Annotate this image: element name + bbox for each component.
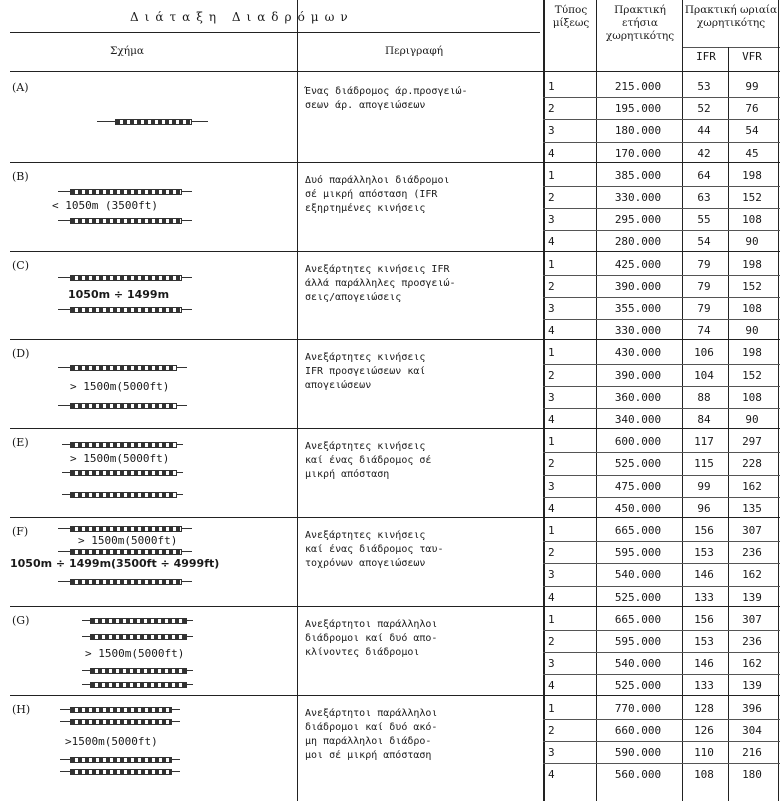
ifr-capacity-cell: 153 [694, 635, 714, 648]
mix-type-cell: 1 [548, 168, 555, 182]
configuration-description: Ανεξάρτητες κινήσεις καί ένας διάδρομος ταυ- τοχρόνων απογειώσεων [305, 530, 444, 569]
mix-type-cell: 1 [548, 524, 555, 537]
ifr-capacity-cell: 63 [697, 191, 711, 204]
annual-capacity-cell: 360.000 [614, 390, 662, 404]
ifr-capacity-cell: 146 [694, 568, 714, 582]
hourly-subheader-rule [682, 47, 780, 48]
ifr-capacity-cell: 110 [694, 746, 714, 759]
runway-layout-sketch [40, 166, 290, 255]
data-row-separator [543, 719, 780, 720]
annual-capacity-cell: 340.000 [614, 413, 662, 426]
annual-capacity-cell: 525.000 [614, 679, 662, 693]
mix-type-cell: 4 [548, 768, 555, 782]
ifr-capacity-cell: 153 [694, 546, 714, 560]
group-separator [10, 428, 780, 429]
configuration-label: (B) [12, 169, 29, 183]
mix-type-cell: 2 [548, 279, 555, 293]
data-row-separator [543, 541, 780, 542]
runway-strip [70, 526, 182, 532]
configuration-description: Ανεξάρτητες κινήσεις καί ένας διάδρομος σέ μικρή απόσταση [305, 441, 432, 481]
ifr-capacity-cell: 115 [694, 457, 714, 471]
column-header-hourly-capacity: Πρακτική ωριαία χωρητικότης [684, 4, 778, 29]
ifr-capacity-cell: 108 [694, 768, 714, 782]
mix-type-cell: 4 [548, 324, 555, 338]
column-header-ifr: IFR [696, 50, 716, 63]
configuration-description: Ανεξάρτητοι παράλληλοι διάδρομοι καί δυό απο- κλίνοντες διάδρομοι [305, 618, 438, 658]
ifr-capacity-cell: 133 [694, 679, 714, 693]
vfr-capacity-cell: 90 [745, 413, 759, 426]
vfr-capacity-cell: 198 [742, 257, 762, 271]
annual-capacity-cell: 525.000 [614, 590, 662, 604]
configuration-description: Ανεξάρτητες κινήσεις IFR άλλά παράλληλες προσγειώ- σεις/απογειώσεις [305, 263, 456, 303]
ifr-capacity-cell: 79 [697, 279, 711, 293]
annual-capacity-cell: 525.000 [614, 457, 662, 471]
runway-strip [70, 719, 172, 725]
mix-type-cell: 4 [548, 146, 555, 160]
configuration-label: (A) [12, 81, 29, 94]
vfr-capacity-cell: 76 [745, 102, 759, 116]
annual-capacity-cell: 665.000 [614, 612, 662, 626]
mix-type-cell: 3 [548, 568, 555, 582]
data-row-separator [543, 319, 780, 320]
mix-type-cell: 1 [548, 435, 555, 449]
configuration-description: Ανεξάρτητες κινήσεις IFR προσγειώσεων καί απογειώσεων [305, 352, 426, 392]
vfr-capacity-cell: 236 [742, 635, 762, 648]
data-row-separator [543, 563, 780, 564]
mix-type-cell: 2 [548, 102, 555, 116]
group-separator [10, 695, 780, 696]
runway-strip [70, 579, 182, 585]
vfr-capacity-cell: 236 [742, 546, 762, 560]
ifr-capacity-cell: 64 [697, 168, 711, 182]
annual-capacity-cell: 425.000 [614, 257, 662, 271]
ifr-capacity-cell: 104 [694, 368, 714, 382]
data-row-separator [543, 230, 780, 231]
ifr-capacity-cell: 44 [697, 124, 711, 138]
annual-capacity-cell: 195.000 [614, 102, 662, 116]
mix-type-cell: 4 [548, 413, 555, 426]
runway-strip [70, 442, 177, 448]
annual-capacity-cell: 330.000 [614, 324, 662, 338]
separation-label: 1050m ÷ 1499m [68, 287, 170, 301]
data-row-separator [543, 674, 780, 675]
vfr-capacity-cell: 90 [745, 235, 759, 249]
vfr-capacity-cell: 152 [742, 279, 762, 293]
data-row-separator [543, 364, 780, 365]
divider-shape-desc [297, 0, 298, 801]
annual-capacity-cell: 475.000 [614, 479, 662, 493]
annual-capacity-cell: 540.000 [614, 657, 662, 671]
mix-type-cell: 1 [548, 701, 555, 715]
group-separator [10, 606, 780, 607]
runway-layout-sketch [40, 77, 290, 166]
ifr-capacity-cell: 88 [697, 390, 711, 404]
runway-layout-sketch [40, 343, 290, 432]
annual-capacity-cell: 540.000 [614, 568, 662, 582]
vfr-capacity-cell: 180 [742, 768, 762, 782]
data-row-separator [543, 586, 780, 587]
mix-type-cell: 2 [548, 723, 555, 737]
mix-type-cell: 4 [548, 590, 555, 604]
annual-capacity-cell: 430.000 [614, 346, 662, 360]
mix-type-cell: 2 [548, 368, 555, 382]
runway-strip [70, 275, 182, 281]
separation-label: > 1500m(5000ft) [70, 452, 170, 466]
runway-strip [90, 668, 187, 674]
table-title: Διάταξη Διαδρόμων [130, 10, 354, 24]
configuration-label: (D) [12, 347, 30, 361]
mix-type-cell: 3 [548, 124, 555, 138]
vfr-capacity-cell: 108 [742, 390, 762, 404]
configuration-label: (G) [12, 613, 30, 627]
vfr-capacity-cell: 228 [742, 457, 762, 471]
annual-capacity-cell: 280.000 [614, 235, 662, 249]
mix-type-cell: 4 [548, 501, 555, 515]
separation-label: > 1500m(5000ft) [70, 380, 170, 394]
vfr-capacity-cell: 139 [742, 679, 762, 693]
runway-layout-sketch [40, 699, 290, 788]
header-rule-bottom [10, 71, 780, 72]
vfr-capacity-cell: 162 [742, 657, 762, 671]
data-row-separator [543, 275, 780, 276]
data-row-separator [543, 208, 780, 209]
ifr-capacity-cell: 156 [694, 612, 714, 626]
data-row-separator [543, 408, 780, 409]
runway-strip [70, 218, 182, 224]
data-row-separator [543, 741, 780, 742]
mix-type-cell: 1 [548, 257, 555, 271]
runway-strip [70, 549, 182, 555]
configuration-description: Ανεξάρτητοι παράλληλοι διάδρομοι καί δυό ακό- μη παράλληλοι διάδρο- μοι σέ μικρή απόσταση [305, 707, 438, 761]
runway-strip [90, 682, 187, 688]
runway-strip [70, 365, 177, 371]
data-row-separator [543, 630, 780, 631]
ifr-capacity-cell: 96 [697, 501, 711, 515]
runway-strip [70, 470, 177, 476]
annual-capacity-cell: 595.000 [614, 635, 662, 648]
mix-type-cell: 3 [548, 302, 555, 315]
vfr-capacity-cell: 307 [742, 524, 762, 537]
vfr-capacity-cell: 216 [742, 746, 762, 759]
configuration-description: Ένας διάδρομος άρ.προσγειώ- σεων άρ. απογειώσεων [305, 86, 468, 111]
mix-type-cell: 3 [548, 746, 555, 759]
data-row-separator [543, 142, 780, 143]
runway-strip [70, 769, 172, 775]
annual-capacity-cell: 560.000 [614, 768, 662, 782]
ifr-capacity-cell: 84 [697, 413, 711, 426]
mix-type-cell: 3 [548, 479, 555, 493]
group-separator [10, 517, 780, 518]
ifr-capacity-cell: 117 [694, 435, 714, 449]
vfr-capacity-cell: 108 [742, 213, 762, 227]
vfr-capacity-cell: 297 [742, 435, 762, 449]
runway-strip [70, 492, 177, 498]
ifr-capacity-cell: 53 [697, 80, 711, 93]
divider-ifr-vfr [728, 47, 729, 801]
mix-type-cell: 4 [548, 235, 555, 249]
group-separator [10, 162, 780, 163]
runway-strip [90, 634, 187, 640]
vfr-capacity-cell: 152 [742, 191, 762, 204]
runway-strip [70, 189, 182, 195]
data-row-separator [543, 497, 780, 498]
data-row-separator [543, 386, 780, 387]
data-row-separator [543, 475, 780, 476]
vfr-capacity-cell: 152 [742, 368, 762, 382]
vfr-capacity-cell: 54 [745, 124, 759, 138]
data-row-separator [543, 652, 780, 653]
annual-capacity-cell: 770.000 [614, 701, 662, 715]
configuration-label: (E) [12, 436, 29, 450]
runway-strip [90, 618, 187, 624]
mix-type-cell: 2 [548, 546, 555, 560]
ifr-capacity-cell: 79 [697, 257, 711, 271]
column-header-vfr: VFR [742, 50, 762, 63]
annual-capacity-cell: 170.000 [614, 146, 662, 160]
configuration-label: (H) [12, 702, 31, 716]
separation-label: >1500m(5000ft) [65, 734, 158, 748]
vfr-capacity-cell: 99 [745, 80, 759, 93]
data-row-separator [543, 763, 780, 764]
column-header-annual-capacity: Πρακτική ετήσια χωρητικότης [605, 4, 675, 42]
annual-capacity-cell: 355.000 [614, 302, 662, 315]
annual-capacity-cell: 665.000 [614, 524, 662, 537]
vfr-capacity-cell: 45 [745, 146, 759, 160]
header-rule-top [10, 32, 540, 33]
ifr-capacity-cell: 55 [697, 213, 711, 227]
vfr-capacity-cell: 139 [742, 590, 762, 604]
runway-strip [115, 119, 192, 125]
group-separator [10, 339, 780, 340]
ifr-capacity-cell: 146 [694, 657, 714, 671]
annual-capacity-cell: 590.000 [614, 746, 662, 759]
ifr-capacity-cell: 106 [694, 346, 714, 360]
annual-capacity-cell: 180.000 [614, 124, 662, 138]
data-row-separator [543, 452, 780, 453]
ifr-capacity-cell: 74 [697, 324, 711, 338]
ifr-capacity-cell: 79 [697, 302, 711, 315]
column-header-shape: Σχήμα [110, 45, 144, 57]
ifr-capacity-cell: 133 [694, 590, 714, 604]
annual-capacity-cell: 390.000 [614, 368, 662, 382]
ifr-capacity-cell: 52 [697, 102, 711, 116]
data-row-separator [543, 97, 780, 98]
vfr-capacity-cell: 162 [742, 479, 762, 493]
runway-strip [70, 403, 177, 409]
annual-capacity-cell: 385.000 [614, 168, 662, 182]
mix-type-cell: 2 [548, 457, 555, 471]
annual-capacity-cell: 600.000 [614, 435, 662, 449]
separation-label: < 1050m (3500ft) [52, 198, 158, 212]
runway-strip [70, 707, 172, 713]
runway-layout-sketch [10, 521, 290, 610]
vfr-capacity-cell: 304 [742, 723, 762, 737]
runway-strip [70, 307, 182, 313]
runway-strip [70, 757, 172, 763]
vfr-capacity-cell: 162 [742, 568, 762, 582]
separation-label: 1050m ÷ 1499m(3500ft ÷ 4999ft) [10, 557, 220, 570]
ifr-capacity-cell: 42 [697, 146, 711, 160]
mix-type-cell: 3 [548, 213, 555, 227]
annual-capacity-cell: 595.000 [614, 546, 662, 560]
data-row-separator [543, 297, 780, 298]
runway-layout-sketch [40, 610, 290, 699]
annual-capacity-cell: 295.000 [614, 213, 662, 227]
vfr-capacity-cell: 396 [742, 701, 762, 715]
group-separator [10, 251, 780, 252]
separation-label: > 1500m(5000ft) [78, 534, 178, 547]
ifr-capacity-cell: 126 [694, 723, 714, 737]
mix-type-cell: 3 [548, 390, 555, 404]
vfr-capacity-cell: 135 [742, 501, 762, 515]
annual-capacity-cell: 390.000 [614, 279, 662, 293]
data-row-separator [543, 186, 780, 187]
annual-capacity-cell: 215.000 [614, 80, 662, 93]
configuration-description: Δυό παράλληλοι διάδρομοι σέ μικρή απόσταση (IFR εξηρτημένες κινήσεις [305, 174, 450, 214]
data-row-separator [543, 119, 780, 120]
vfr-capacity-cell: 90 [745, 324, 759, 338]
runway-layout-sketch [40, 255, 290, 344]
mix-type-cell: 1 [548, 80, 555, 93]
vfr-capacity-cell: 198 [742, 168, 762, 182]
configuration-label: (C) [12, 258, 29, 272]
column-header-mix-type: Τύπος μίξεως [552, 4, 590, 29]
annual-capacity-cell: 330.000 [614, 191, 662, 204]
vfr-capacity-cell: 307 [742, 612, 762, 626]
mix-type-cell: 1 [548, 346, 555, 360]
vfr-capacity-cell: 108 [742, 302, 762, 315]
annual-capacity-cell: 450.000 [614, 501, 662, 515]
mix-type-cell: 1 [548, 612, 555, 626]
ifr-capacity-cell: 99 [697, 479, 711, 493]
ifr-capacity-cell: 128 [694, 701, 714, 715]
annual-capacity-cell: 660.000 [614, 723, 662, 737]
column-header-description: Περιγραφή [385, 45, 444, 57]
runway-layout-sketch [40, 432, 290, 521]
ifr-capacity-cell: 156 [694, 524, 714, 537]
vfr-capacity-cell: 198 [742, 346, 762, 360]
mix-type-cell: 2 [548, 635, 555, 648]
mix-type-cell: 3 [548, 657, 555, 671]
ifr-capacity-cell: 54 [697, 235, 711, 249]
mix-type-cell: 2 [548, 191, 555, 204]
configuration-label: (F) [12, 525, 29, 538]
separation-label: > 1500m(5000ft) [85, 646, 185, 660]
mix-type-cell: 4 [548, 679, 555, 693]
